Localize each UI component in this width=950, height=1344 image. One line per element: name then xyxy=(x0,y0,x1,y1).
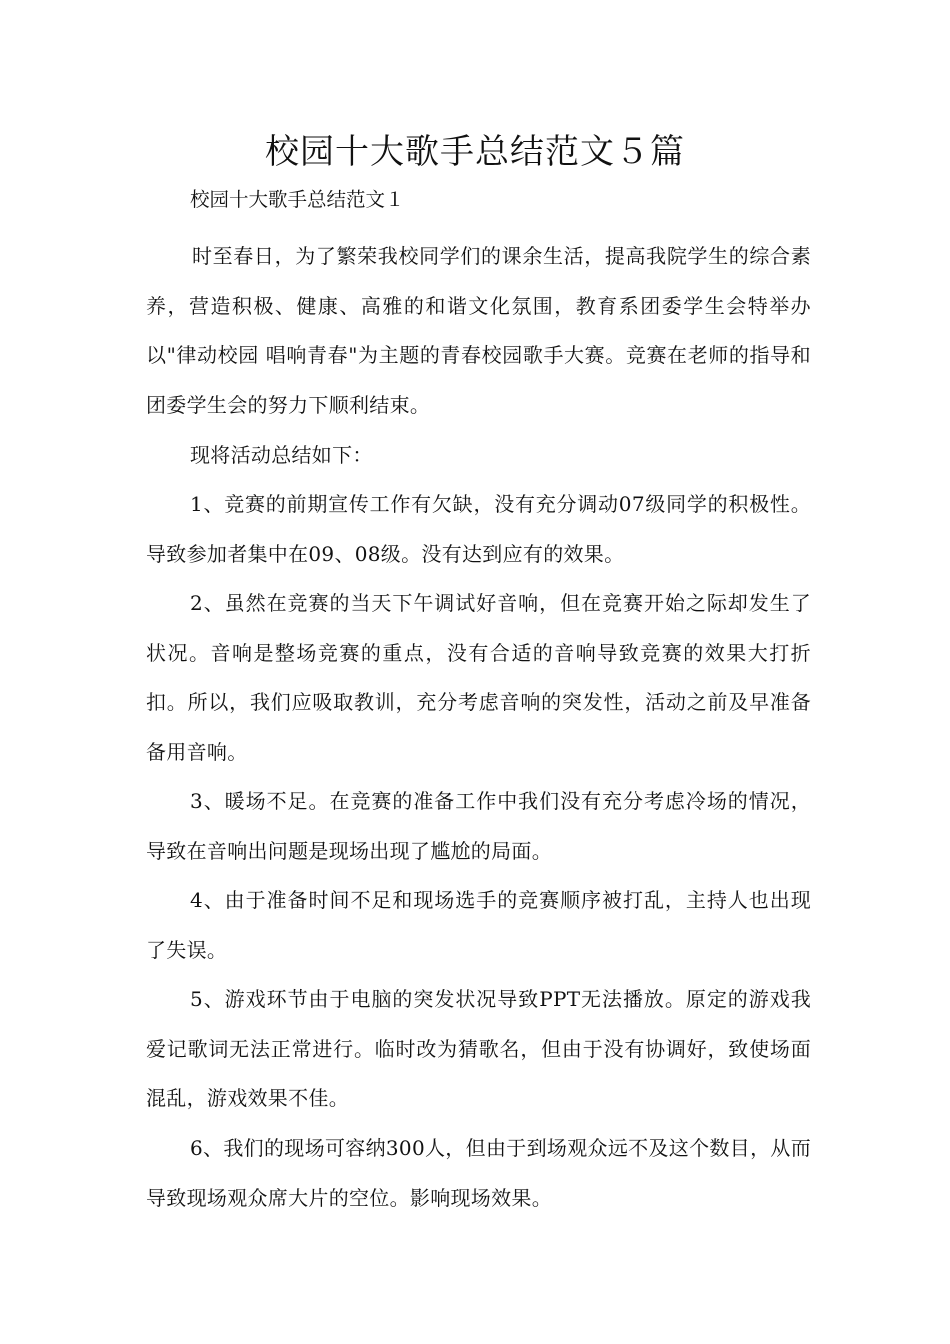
body-paragraph-summary-lead: 现将活动总结如下： xyxy=(190,443,373,467)
body-paragraph-point-2: 2、虽然在竞赛的当天下午调试好音响，但在竞赛开始之际却发生了状况。音响是整场竞赛的重点，没有合适的音响导致竞赛的效果大打折扣。所以，我们应吸取教训，充分考虑音响的突发性，活动之前及早准备备用音响。 xyxy=(146,591,811,764)
body-paragraph-point-1: 1、竞赛的前期宣传工作有欠缺，没有充分调动07级同学的积极性。导致参加者集中在09、08级。没有达到应有的效果。 xyxy=(146,492,811,566)
body-paragraph-point-6: 6、我们的现场可容纳300人，但由于到场观众远不及这个数目，从而导致现场观众席大片的空位。影响现场效果。 xyxy=(146,1136,811,1210)
body-paragraph-point-5: 5、游戏环节由于电脑的突发状况导致PPT无法播放。原定的游戏我爱记歌词无法正常进行。临时改为猜歌名，但由于没有协调好，致使场面混乱，游戏效果不佳。 xyxy=(146,987,811,1111)
body-paragraph-intro: 时至春日，为了繁荣我校同学们的课余生活，提高我院学生的综合素养，营造积极、健康、高雅的和谐文化氛围，教育系团委学生会特举办以"律动校园 唱响青春"为主题的青春校园歌手大赛。竞赛在老师的指导和团委学生会的努力下顺利结束。 xyxy=(146,244,811,417)
document-title: 校园十大歌手总结范文５篇 xyxy=(265,132,685,172)
section-subtitle: 校园十大歌手总结范文１ xyxy=(190,188,405,211)
body-paragraph-point-3: 3、暖场不足。在竞赛的准备工作中我们没有充分考虑冷场的情况，导致在音响出问题是现场出现了尴尬的局面。 xyxy=(146,789,811,863)
body-paragraph-point-4: 4、由于准备时间不足和现场选手的竞赛顺序被打乱，主持人也出现了失误。 xyxy=(146,888,811,962)
